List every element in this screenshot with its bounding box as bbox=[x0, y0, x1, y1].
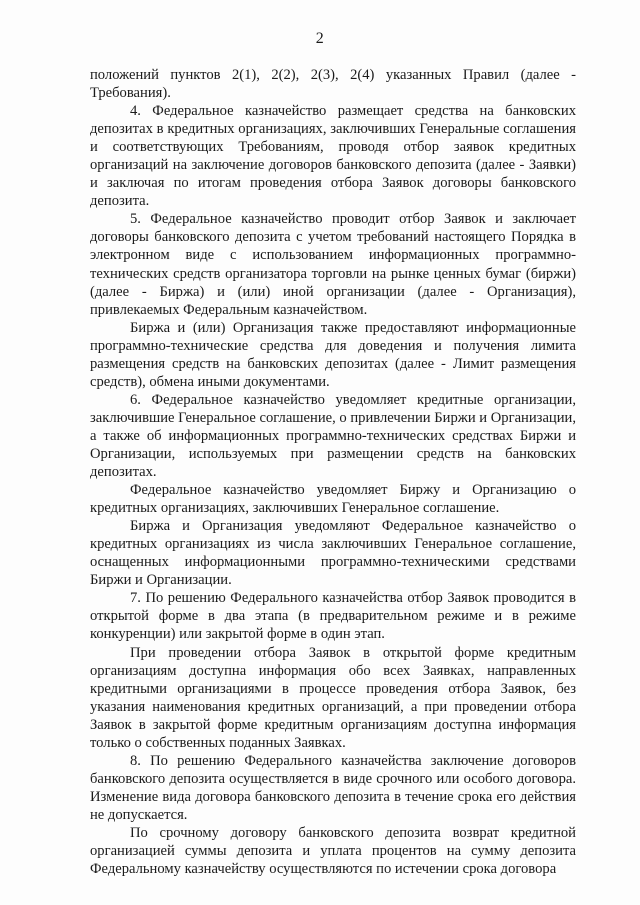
paragraph-item-7: 7. По решению Федерального казначейства отбор Заявок проводится в открытой форме в два этапа (в предварительном режиме и в режиме конкуренции) или закрытой форме в один этап. bbox=[90, 590, 576, 643]
paragraph-open-form-selection: При проведении отбора Заявок в открытой форме кредитным организациям доступна информация обо всех Заявках, направленных кредитными организациями в процессе проведения отбора Заявок, без указания наименования кредитных организаций, а при проведении отбора Заявок в закрытой форме кредитным организациям доступна информация только о собственных поданных Заявках. bbox=[90, 644, 576, 751]
paragraph-exchange-tools: Биржа и (или) Организация также предоставляют информационные программно-технические средства для доведения и получения лимита размещения средств на банковских депозитах (далее - Лимит размещения средств), обмена иными документами. bbox=[90, 319, 576, 390]
paragraph-continuation: положений пунктов 2(1), 2(2), 2(3), 2(4) указанных Правил (далее - Требования). bbox=[90, 67, 576, 102]
paragraph-item-8: 8. По решению Федерального казначейства заключение договоров банковского депозита осуществляется в виде срочного или особого договора. Изменение вида договора банковского депозита в течение срока его действия не допускается. bbox=[90, 752, 576, 823]
document-body bbox=[90, 66, 576, 878]
paragraph-item-6: 6. Федеральное казначейство уведомляет кредитные организации, заключившие Генеральное соглашение, о привлечении Биржи и Организации, а также об информационных программно-технических средствах Биржи и Организации, используемых при размещении средств на банковских депозитах. bbox=[90, 391, 576, 481]
paragraph-term-deposit: По срочному договору банковского депозита возврат кредитной организацией суммы депозита и уплата процентов на сумму депозита Федеральному казначейству осуществляются по истечении срока договора bbox=[90, 824, 576, 878]
paragraph-treasury-notifies: Федеральное казначейство уведомляет Биржу и Организацию о кредитных организациях, заключивших Генеральное соглашение. bbox=[90, 482, 576, 517]
paragraph-item-5: 5. Федеральное казначейство проводит отбор Заявок и заключает договоры банковского депозита с учетом требований настоящего Порядка в электронном виде с использованием информационных программно-технических средств организатора торговли на рынке ценных бумаг (биржи) (далее - Биржа) и (или) иной организации (далее - Организация), привлекаемых Федеральным казначейством. bbox=[90, 211, 576, 318]
page-number: 2 bbox=[315, 30, 325, 47]
paragraph-item-4: 4. Федеральное казначейство размещает средства на банковских депозитах в кредитных организациях, заключивших Генеральные соглашения и соответствующих Требованиям, проводя отбор заявок кредитных организаций на заключение договоров банковского депозита (далее - Заявки) и заключая по итогам проведения отбора Заявок договоры банковского депозита. bbox=[90, 103, 576, 210]
paragraph-exchange-notifies: Биржа и Организация уведомляют Федеральное казначейство о кредитных организациях из числа заключивших Генеральное соглашение, оснащенных информационными программно-техническими средствами Биржи и Организации. bbox=[90, 518, 576, 589]
